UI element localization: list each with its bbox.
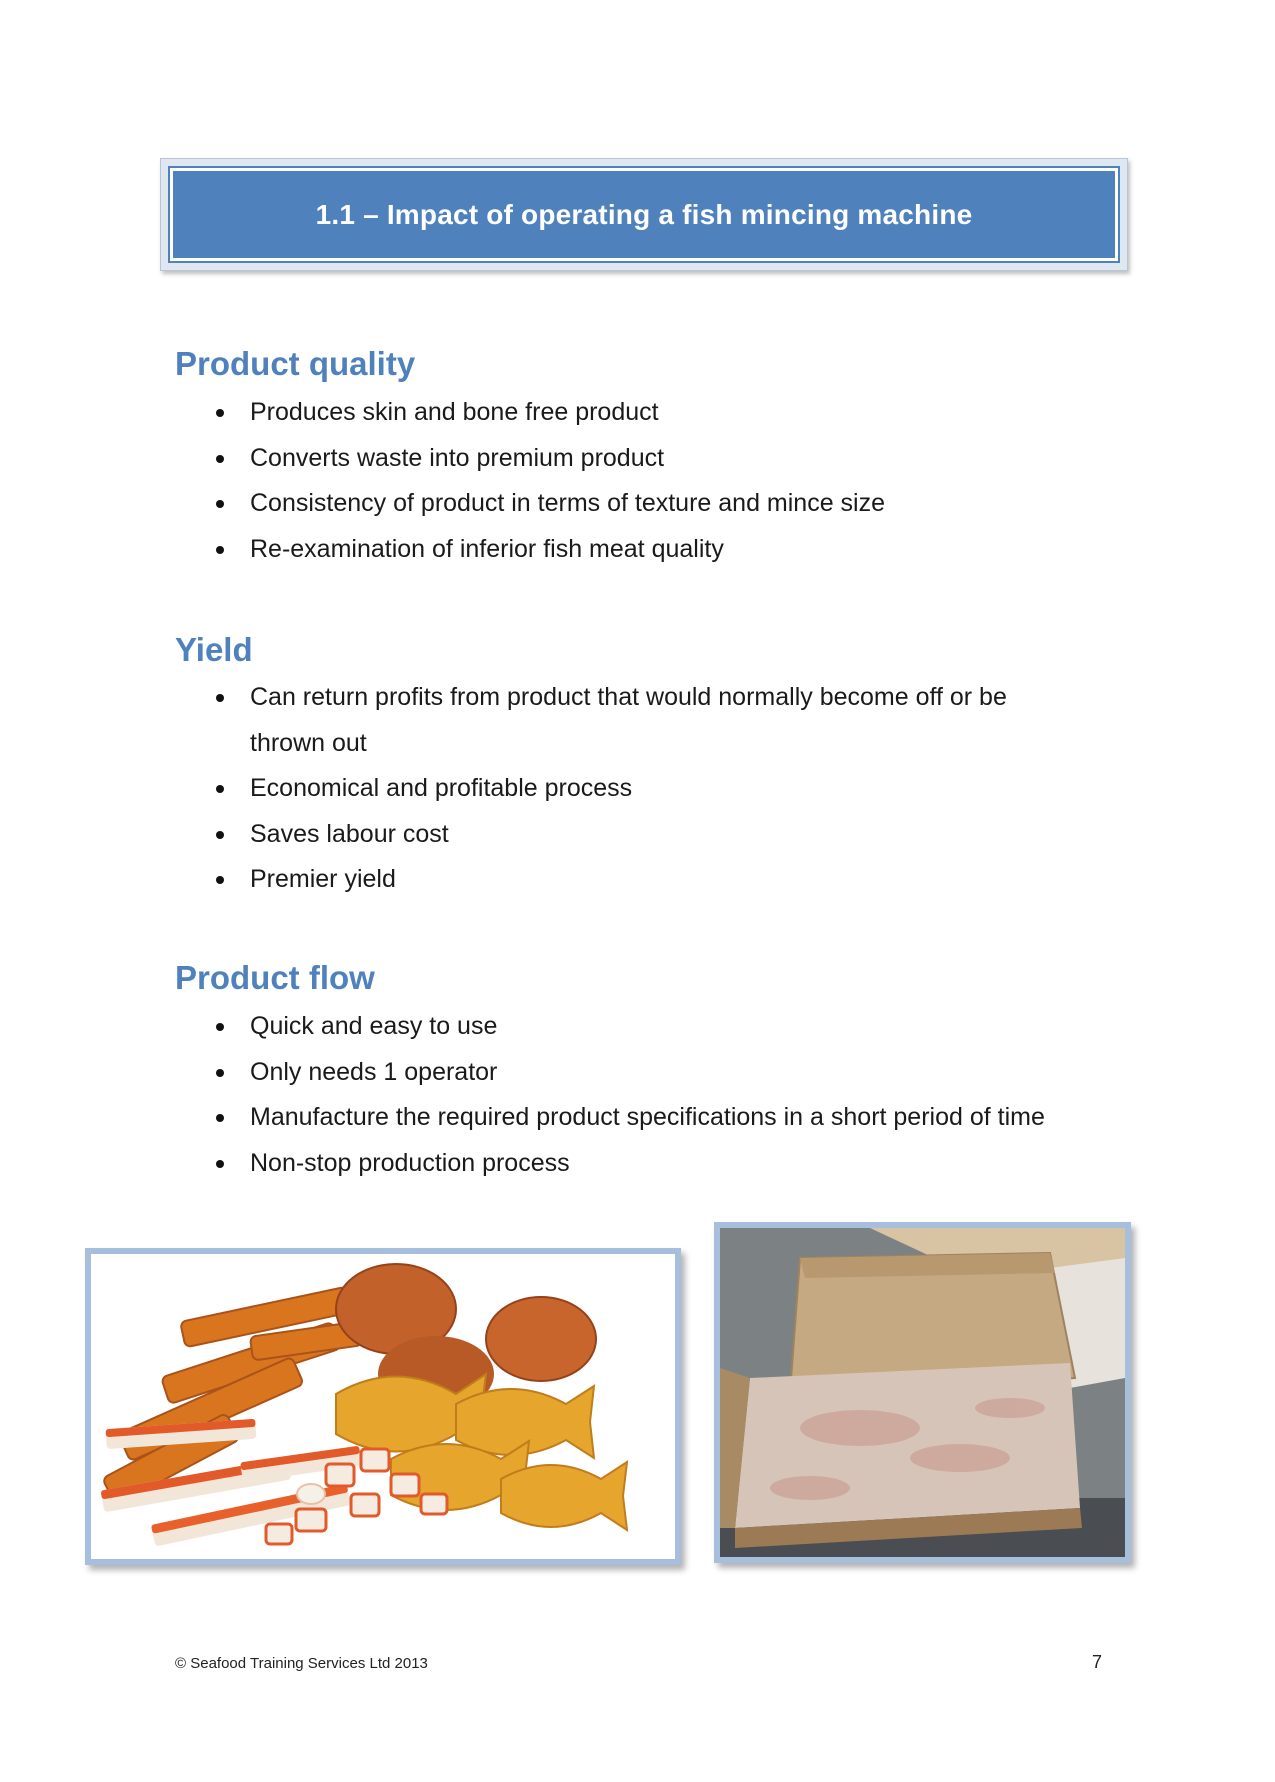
list-item — [208, 1141, 1128, 1187]
list-item — [208, 675, 1088, 766]
list-item — [208, 436, 1128, 482]
bullet-icon — [216, 1069, 224, 1077]
bullet-icon — [216, 455, 224, 463]
list-item-text: Consistency of product in terms of texture and mince size — [250, 489, 886, 517]
list-item — [208, 390, 1128, 436]
bullet-icon — [216, 876, 224, 884]
list-item — [208, 1050, 1128, 1096]
fish-products-image — [91, 1254, 675, 1559]
section-title-banner — [160, 158, 1128, 271]
list-item — [208, 766, 1088, 812]
bullet-icon — [216, 1160, 224, 1168]
list-item — [208, 1095, 1128, 1141]
list-item-text: Converts waste into premium product — [250, 443, 665, 472]
list-item-text: Re-examination of inferior fish meat quality — [250, 534, 724, 563]
list-item-text: Produces skin and bone free product — [250, 398, 659, 426]
list-item — [208, 527, 1128, 573]
list-item-text: Saves labour cost — [250, 819, 449, 848]
heading-product-flow: Product flow — [175, 959, 375, 996]
list-item-text: Manufacture the required product specifications in a short period of time — [250, 1103, 1045, 1131]
bullet-icon — [216, 785, 224, 793]
page-title: 1.1 – Impact of operating a fish mincing machine — [315, 198, 973, 230]
bullet-icon — [216, 694, 224, 702]
bullet-icon — [216, 546, 224, 554]
page-number: 7 — [1092, 1652, 1103, 1672]
list-item — [208, 1004, 1128, 1050]
bullet-icon — [216, 1023, 224, 1031]
bullet-icon — [216, 409, 224, 417]
banner-fill — [173, 171, 1115, 258]
list-item-text: Can return profits from product that would normally become off or be thrown out — [250, 683, 1007, 757]
bullet-icon — [216, 831, 224, 839]
bullet-icon — [216, 500, 224, 508]
bullet-icon — [216, 1114, 224, 1122]
heading-product-quality: Product quality — [175, 345, 416, 382]
list-item-text: Quick and easy to use — [250, 1012, 498, 1040]
photo-minced-fish-block — [714, 1222, 1131, 1563]
list-item-text: Economical and profitable process — [250, 774, 633, 802]
heading-yield: Yield — [175, 631, 253, 668]
list-item — [208, 857, 1088, 903]
list-yield — [208, 675, 1088, 903]
minced-fish-block-image — [720, 1228, 1125, 1557]
photo-fish-products — [85, 1248, 681, 1565]
list-item-text: Premier yield — [250, 865, 396, 893]
list-product-quality — [208, 390, 1128, 572]
list-item-text: Only needs 1 operator — [250, 1057, 498, 1086]
list-product-flow — [208, 1004, 1128, 1186]
list-item — [208, 812, 1088, 858]
list-item — [208, 481, 1128, 527]
footer-copyright: © Seafood Training Services Ltd 2013 — [175, 1655, 428, 1672]
list-item-text: Non-stop production process — [250, 1148, 570, 1177]
